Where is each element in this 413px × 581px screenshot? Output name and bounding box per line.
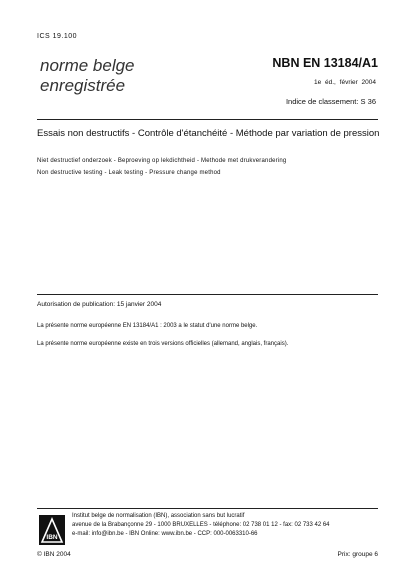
publication-authorization: Autorisation de publication: 15 janvier 2004 <box>37 301 162 308</box>
classification-index: Indice de classement: S 36 <box>285 97 376 106</box>
ibn-logo-icon <box>39 515 65 545</box>
institute-address: avenue de la Brabançonne 29 - 1000 BRUXELLES - téléphone: 02 738 01 12 - fax: 02 733 42 64 <box>72 522 330 528</box>
standard-number: NBN EN 13184/A1 <box>272 56 378 70</box>
edition-info: 1e éd., février 2004 <box>313 79 376 86</box>
divider-top <box>37 119 378 120</box>
copyright: © IBN 2004 <box>37 551 71 558</box>
ics-code: ICS 19.100 <box>37 33 78 40</box>
title-english: Non destructive testing - Leak testing - Pressure change method <box>37 170 221 176</box>
brand-line-2: enregistrée <box>40 76 126 95</box>
price-group: Prix: groupe 6 <box>337 551 378 558</box>
publication-languages: La présente norme européenne existe en trois versions officielles (allemand, anglais, français). <box>37 341 289 347</box>
logo-text: IBN <box>46 534 58 541</box>
institute-contact: e-mail: info@ibn.be - IBN Online: www.ibn.be - CCP: 000-0063310-66 <box>72 531 258 537</box>
divider-bottom <box>37 508 378 509</box>
title-dutch: Niet destructief onderzoek - Beproeving op lekdichtheid - Methode met drukverandering <box>37 158 287 164</box>
title-french: Essais non destructifs - Contrôle d'étanchéité - Méthode par variation de pression <box>37 128 380 139</box>
brand-line-1: norme belge <box>40 56 135 75</box>
publication-status: La présente norme européenne EN 13184/A1 : 2003 a le statut d'une norme belge. <box>37 323 258 329</box>
divider-middle <box>37 294 378 295</box>
institute-name: Institut belge de normalisation (IBN), association sans but lucratif <box>72 513 245 519</box>
